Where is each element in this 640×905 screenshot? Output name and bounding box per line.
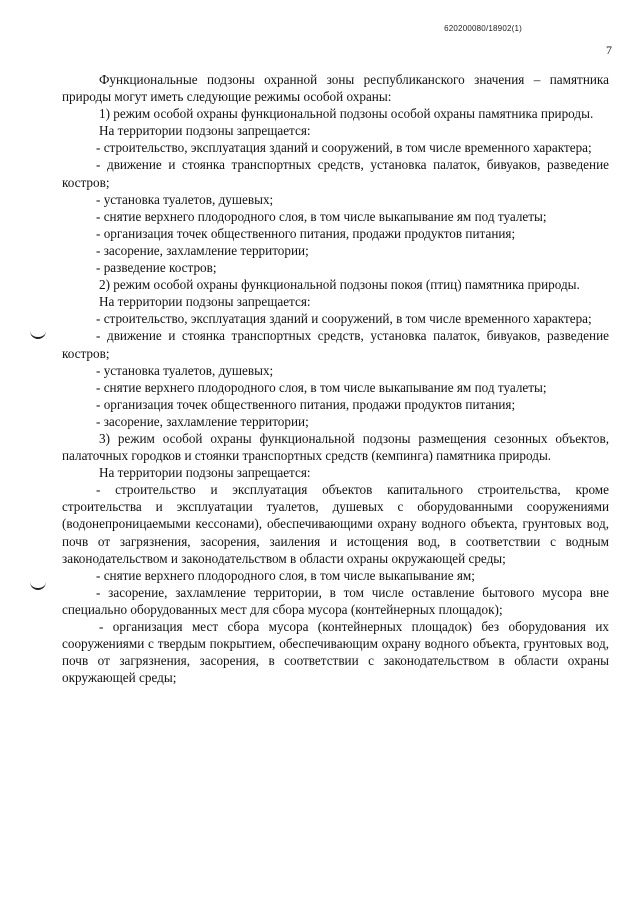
list-item: - засорение, захламление территории, в том числе оставление бытового мусора вне специально оборудованных мест для сбора мусора (контейнерных площадок); — [62, 584, 609, 617]
list-item: - организация мест сбора мусора (контейнерных площадок) без оборудования их сооружениями с твердым покрытием, обеспечивающим охрану водного объекта, грунтовых вод, почв от загрязнения, засорения, в соответствии с законодательством в области охраны окружающей среды; — [62, 619, 609, 686]
list-item: - организация точек общественного питания, продажи продуктов питания; — [96, 225, 516, 241]
list-item: - строительство и эксплуатация объектов капитального строительства, кроме строительства и эксплуатации туалетов, душевых с оборудованными сооружениями (водонепроницаемыми кессонами), обеспечивающими охрану водного объекта, грунтовых вод, почв от загрязнения, засорения, заиления и истощения вод, в соответствии с водным законодательством и законодательством в области охраны окружающей среды; — [62, 482, 609, 566]
list-item: - строительство, эксплуатация зданий и сооружений, в том числе временного характера; — [96, 311, 592, 327]
document-id: 620200080/18902(1) — [444, 24, 522, 33]
list-item: - засорение, захламление территории; — [96, 413, 309, 429]
list-item: - строительство, эксплуатация зданий и сооружений, в том числе временного характера; — [96, 140, 592, 156]
regime-heading-2: 2) режим особой охраны функциональной подзоны покоя (птиц) памятника природы. — [99, 277, 580, 293]
regime-heading-1: 1) режим особой охраны функциональной подзоны особой охраны памятника природы. — [99, 106, 594, 122]
prohibition-intro: На территории подзоны запрещается: — [99, 123, 311, 139]
list-item: - снятие верхнего плодородного слоя, в том числе выкапывание ям под туалеты; — [96, 208, 547, 224]
list-item: - установка туалетов, душевых; — [96, 191, 274, 207]
list-item: - движение и стоянка транспортных средств, установка палаток, бивуаков, разведение костров; — [62, 328, 609, 361]
list-item: - снятие верхнего плодородного слоя, в том числе выкапывание ям под туалеты; — [96, 379, 547, 395]
list-item: - установка туалетов, душевых; — [96, 362, 274, 378]
list-item: - движение и стоянка транспортных средств, установка палаток, бивуаков, разведение костров; — [62, 157, 609, 190]
prohibition-intro: На территории подзоны запрещается: — [99, 294, 311, 310]
intro-paragraph: Функциональные подзоны охранной зоны республиканского значения – памятника природы могут иметь следующие режимы особой охраны: — [62, 72, 609, 105]
regime-heading-3: 3) режим особой охраны функциональной подзоны размещения сезонных объектов, палаточных городков и стоянки транспортных средств (кемпинга) памятника природы. — [62, 430, 609, 464]
list-item: - снятие верхнего плодородного слоя, в том числе выкапывание ям; — [96, 567, 475, 583]
list-item: - разведение костров; — [96, 260, 217, 276]
list-item: - засорение, захламление территории; — [96, 242, 309, 258]
document-body — [62, 71, 609, 686]
margin-bracket-mark — [30, 327, 46, 339]
prohibition-intro: На территории подзоны запрещается: — [99, 465, 311, 481]
page-number: 7 — [606, 43, 612, 57]
margin-bracket-mark — [30, 578, 46, 590]
list-item: - организация точек общественного питания, продажи продуктов питания; — [96, 396, 516, 412]
